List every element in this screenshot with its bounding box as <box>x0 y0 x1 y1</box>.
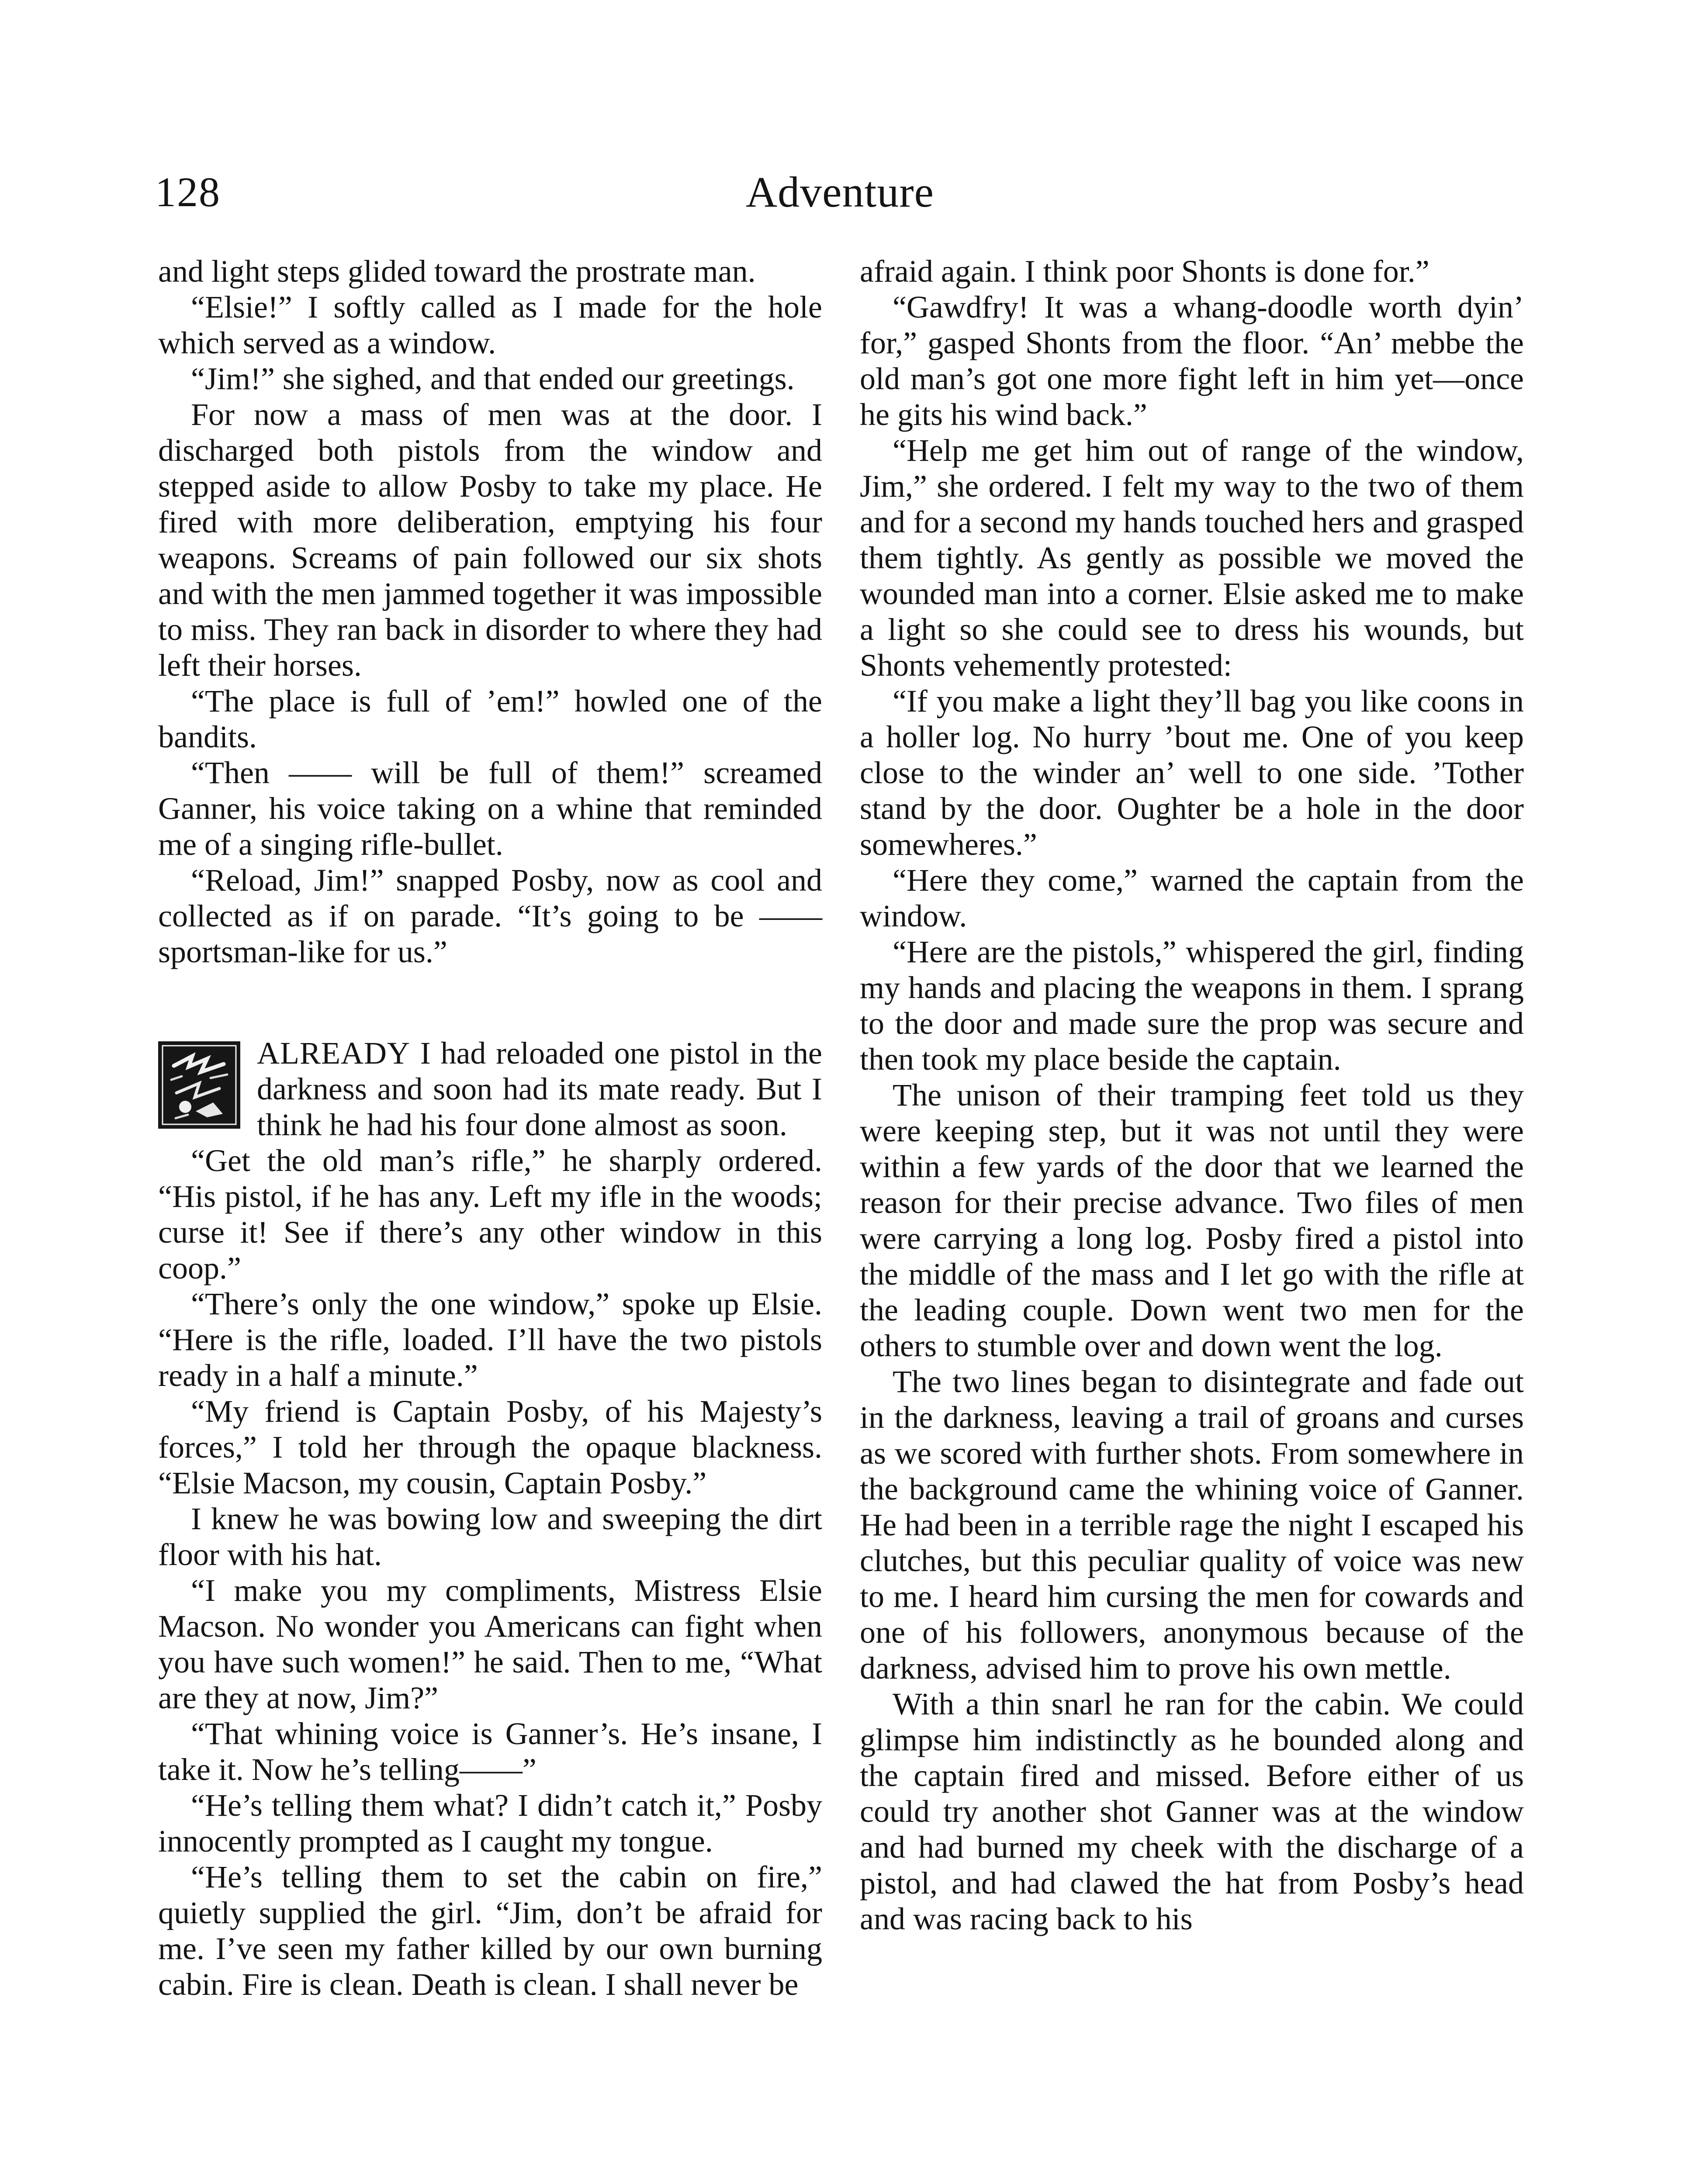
page-number: 128 <box>155 169 221 215</box>
paragraph: “Jim!” she sighed, and that ended our greetings. <box>191 361 795 396</box>
paragraph: “If you make a light they’ll bag you like coons in a holler log. No hurry ’bout me. One of you keep close to the winder an’ well to one side. ’Tother stand by the door. Oughter be a hole in the door somewheres.” <box>860 684 1524 862</box>
dropcap-paragraph-text: I had reloaded one pistol in the darkness and soon had its mate ready. But I think he had his four done almost as soon. <box>257 1036 822 1142</box>
paragraph: “Gawdfry! It was a whang-doodle worth dyin’ for,” gasped Shonts from the floor. “An’ mebbe the old man’s got one more fight left in him yet—once he gits his wind back.” <box>860 290 1524 432</box>
paragraph: “He’s telling them what? I didn’t catch it,” Posby innocently prompted as I caught my tongue. <box>158 1788 822 1859</box>
right-column <box>860 253 1524 1937</box>
paragraph: With a thin snarl he ran for the cabin. We could glimpse him indistinctly as he bounded along and the captain fired and missed. Before either of us could try another shot Ganner was at the window and had burned my cheek with the discharge of a pistol, and had clawed the hat from Posby’s head and was racing back to his <box>860 1686 1524 1936</box>
paragraph: The two lines began to disintegrate and fade out in the darkness, leaving a trail of groans and curses as we scored with further shots. From somewhere in the background came the whining voice of Ganner. He had been in a terrible rage the night I escaped his clutches, but this peculiar quality of voice was new to me. I heard him cursing the men for cowards and one of his followers, anonymous because of the darkness, advised him to prove his own mettle. <box>860 1364 1524 1686</box>
paragraph: “My friend is Captain Posby, of his Majesty’s forces,” I told her through the opaque blackness. “Elsie Macson, my cousin, Captain Posby.” <box>158 1394 822 1500</box>
dropcap-lead-word: ALREADY <box>257 1036 410 1071</box>
decorative-initial-icon <box>158 1041 240 1129</box>
paragraph: “Reload, Jim!” snapped Posby, now as cool and collected as if on parade. “It’s going to be —— sportsman-like for us.” <box>158 863 822 969</box>
paragraph: and light steps glided toward the prostrate man. <box>158 254 756 289</box>
paragraph: The unison of their tramping feet told us they were keeping step, but it was not until they were within a few yards of the door that we learned the reason for their precise advance. Two files of men were carrying a long log. Posby fired a pistol into the middle of the mass and I let go with the rifle at the leading couple. Down went two men for the others to stumble over and down went the log. <box>860 1078 1524 1363</box>
paragraph: afraid again. I think poor Shonts is done for.” <box>860 254 1429 289</box>
paragraph: “I make you my compliments, Mistress Elsie Macson. No wonder you Americans can fight when you have such women!” he said. Then to me, “What are they at now, Jim?” <box>158 1573 822 1715</box>
paragraph: “The place is full of ’em!” howled one of the bandits. <box>158 684 822 754</box>
paragraph: “Get the old man’s rifle,” he sharply ordered. “His pistol, if he has any. Left my ifle in the woods; curse it! See if there’s any other window in this coop.” <box>158 1143 822 1286</box>
page-header <box>155 162 1525 223</box>
paragraph: “That whining voice is Ganner’s. He’s insane, I take it. Now he’s telling——” <box>158 1716 822 1787</box>
paragraph: “Elsie!” I softly called as I made for the hole which served as a window. <box>158 290 822 360</box>
paragraph: For now a mass of men was at the door. I discharged both pistols from the window and stepped aside to allow Posby to take my place. He fired with more deliberation, emptying his four weapons. Screams of pain followed our six shots and with the men jammed together it was impossible to miss. They ran back in disorder to where they had left their horses. <box>158 397 822 683</box>
paragraph: “He’s telling them to set the cabin on fire,” quietly supplied the girl. “Jim, don’t be afraid for me. I’ve seen my father killed by our own burning cabin. Fire is clean. Death is clean. I shall never be <box>158 1859 822 2002</box>
magazine-title: Adventure <box>745 168 934 216</box>
paragraph: “There’s only the one window,” spoke up Elsie. “Here is the rifle, loaded. I’ll have the two pistols ready in a half a minute.” <box>158 1286 822 1393</box>
paragraph: “Here are the pistols,” whispered the girl, finding my hands and placing the weapons in them. I sprang to the door and made sure the prop was secure and then took my place beside the captain. <box>860 934 1524 1077</box>
paragraph: “Then —— will be full of them!” screamed Ganner, his voice taking on a whine that reminded me of a singing rifle-bullet. <box>158 755 822 862</box>
paragraph: “Here they come,” warned the captain from the window. <box>860 863 1524 933</box>
paragraph: “Help me get him out of range of the window, Jim,” she ordered. I felt my way to the two of them and for a second my hands touched hers and grasped them tightly. As gently as possible we moved the wounded man into a corner. Elsie asked me to make a light so she could see to dress his wounds, but Shonts vehemently protested: <box>860 433 1524 683</box>
paragraph: I knew he was bowing low and sweeping the dirt floor with his hat. <box>158 1501 822 1572</box>
dropcap-paragraph <box>158 1035 822 1143</box>
left-column <box>158 253 822 2002</box>
